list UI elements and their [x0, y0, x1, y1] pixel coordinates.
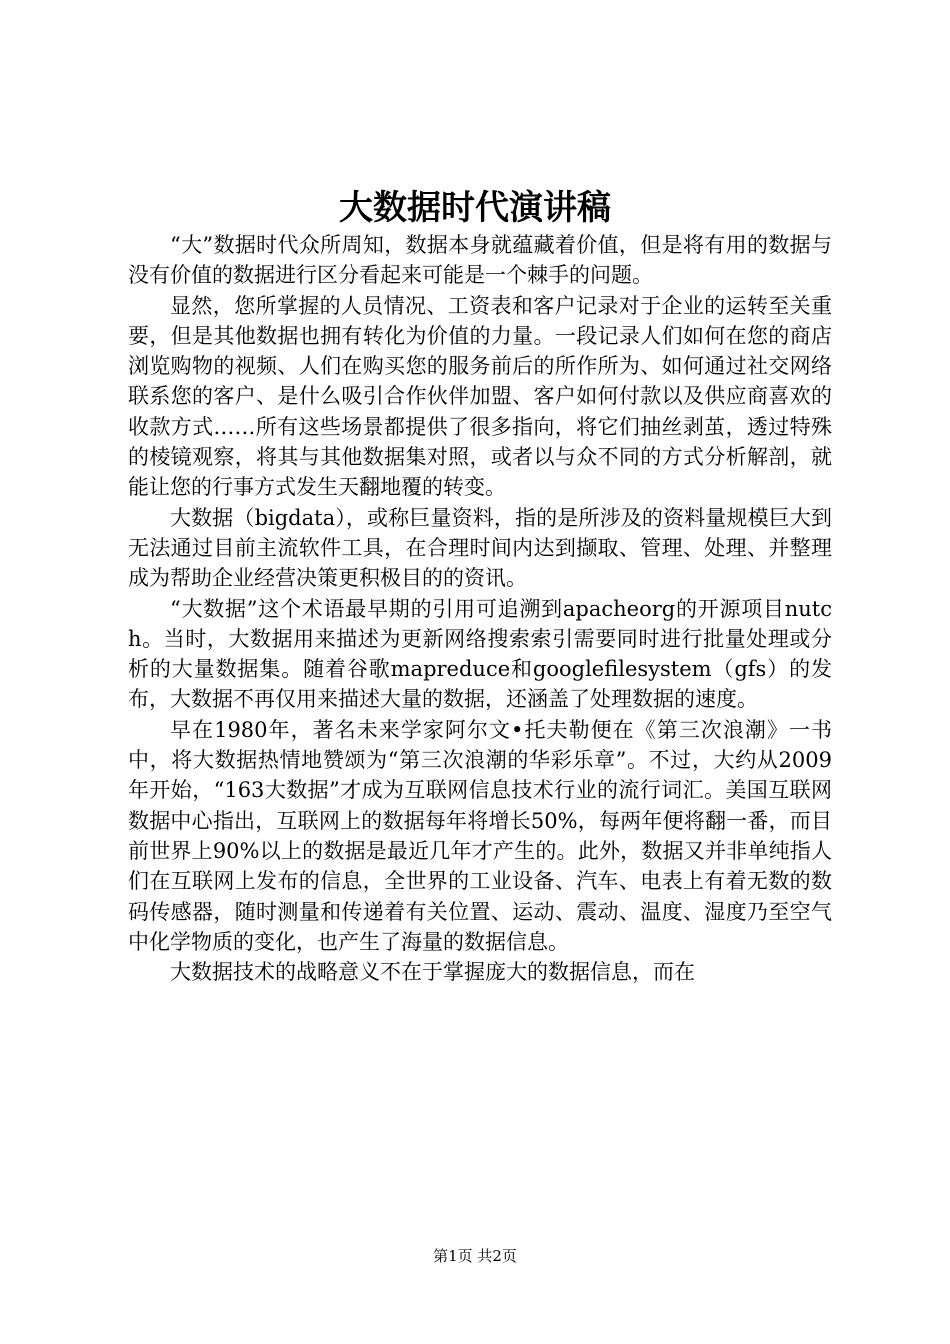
document-title: 大数据时代演讲稿 [339, 188, 611, 228]
paragraph-1: “大”数据时代众所周知，数据本身就蕴藏着价值，但是将有用的数据与没有价值的数据进行区分看起来可能是一个棘手的问题。 [128, 233, 832, 288]
paragraph-2: 显然，您所掌握的人员情况、工资表和客户记录对于企业的运转至关重要，但是其他数据也拥有转化为价值的力量。一段记录人们如何在您的商店浏览购物的视频、人们在购买您的服务前后的所作所为、如何通过社交网络联系您的客户、是什么吸引合作伙伴加盟、客户如何付款以及供应商喜欢的收款方式……所有这些场景都提供了很多指向，将它们抽丝剥茧，透过特殊的棱镜观察，将其与其他数据集对照，或者以与众不同的方式分析解剖，就能让您的行事方式发生天翻地覆的转变。 [128, 293, 832, 500]
page-footer: 第1页 共2页 [433, 1247, 517, 1265]
document-body [128, 230, 832, 987]
paragraph-3: 大数据（bigdata），或称巨量资料，指的是所涉及的资料量规模巨大到无法通过目前主流软件工具，在合理时间内达到撷取、管理、处理、并整理成为帮助企业经营决策更积极目的的资讯。 [128, 505, 832, 591]
paragraph-5: 早在1980年，著名未来学家阿尔文•托夫勒便在《第三次浪潮》一书中，将大数据热情地赞颂为“第三次浪潮的华彩乐章”。不过，大约从2009年开始，“163大数据”才成为互联网信息技术行业的流行词汇。美国互联网数据中心指出，互联网上的数据每年将增长50%，每两年便将翻一番，而目前世界上90%以上的数据是最近几年才产生的。此外，数据又并非单纯指人们在互联网上发布的信息，全世界的工业设备、汽车、电表上有着无数的数码传感器，随时测量和传递着有关位置、运动、震动、温度、湿度乃至空气中化学物质的变化，也产生了海量的数据信息。 [128, 717, 832, 954]
paragraph-6: 大数据技术的战略意义不在于掌握庞大的数据信息，而在 [170, 960, 695, 985]
paragraph-4: “大数据”这个术语最早期的引用可追溯到apacheorg的开源项目nutch。当时，大数据用来描述为更新网络搜索索引需要同时进行批量处理或分析的大量数据集。随着谷歌mapreduce和googlefilesystem（gfs）的发布，大数据不再仅用来描述大量的数据，还涵盖了处理数据的速度。 [128, 596, 832, 712]
